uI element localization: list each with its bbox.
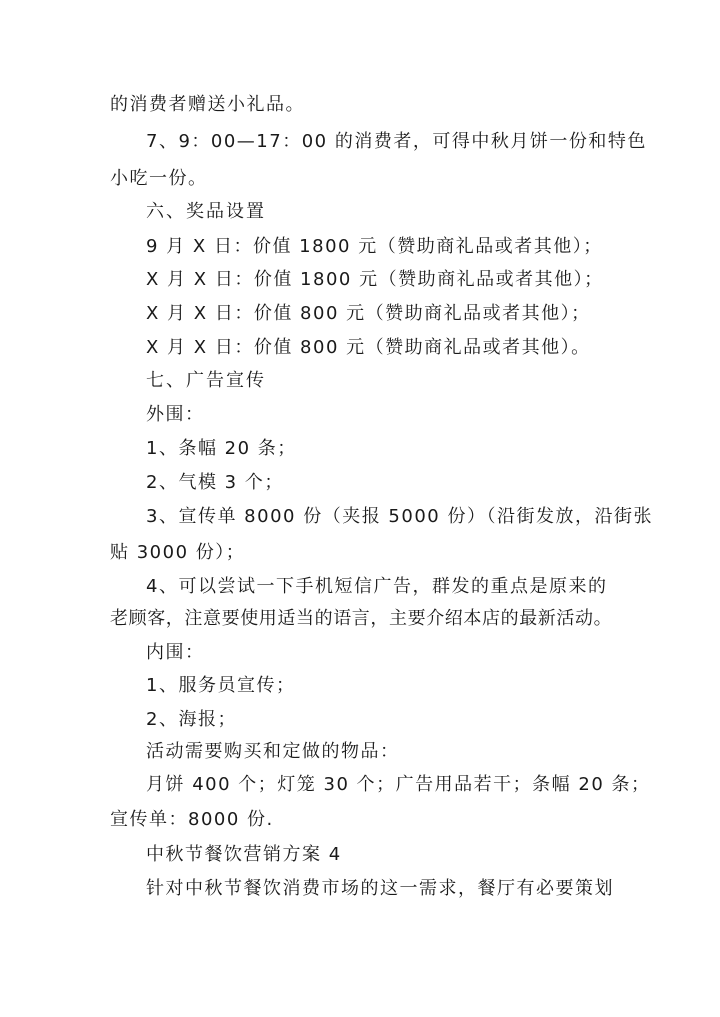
paragraph-line: 2、气模 3 个；: [146, 472, 284, 493]
section-heading: 六、奖品设置: [146, 201, 266, 222]
paragraph-line: 针对中秋节餐饮消费市场的这一需求，餐厅有必要策划: [146, 878, 614, 899]
paragraph-line: 贴 3000 份）；: [110, 542, 246, 563]
paragraph-line: 4、可以尝试一下手机短信广告，群发的重点是原来的: [146, 576, 608, 597]
paragraph-line: 外围：: [146, 404, 205, 425]
paragraph-line: X 月 X 日：价值 1800 元（赞助商礼品或者其他）；: [146, 269, 604, 290]
paragraph-line: 3、宣传单 8000 份（夹报 5000 份）（沿街发放，沿街张: [146, 506, 653, 527]
paragraph-line: 9 月 X 日：价值 1800 元（赞助商礼品或者其他）；: [146, 236, 603, 257]
paragraph-line: 宣传单：8000 份.: [110, 809, 274, 830]
paragraph-line: 的消费者赠送小礼品。: [110, 94, 305, 115]
paragraph-line: 内围：: [146, 642, 205, 663]
paragraph-line: 月饼 400 个；灯笼 30 个；广告用品若干；条幅 20 条；: [146, 774, 651, 795]
paragraph-line: 7、9：00—17：00 的消费者，可得中秋月饼一份和特色: [146, 131, 647, 152]
paragraph-line: X 月 X 日：价值 800 元（赞助商礼品或者其他）；: [146, 303, 591, 324]
paragraph-line: 小吃一份。: [110, 168, 208, 189]
paragraph-line: X 月 X 日：价值 800 元（赞助商礼品或者其他）。: [146, 337, 591, 358]
paragraph-line: 老顾客，注意要使用适当的语言，主要介绍本店的最新活动。: [110, 608, 613, 629]
section-title: 中秋节餐饮营销方案 4: [146, 844, 342, 865]
paragraph-line: 2、海报；: [146, 709, 237, 730]
section-heading: 七、广告宣传: [146, 370, 266, 391]
paragraph-line: 活动需要购买和定做的物品：: [146, 741, 400, 762]
paragraph-line: 1、服务员宣传；: [146, 675, 296, 696]
paragraph-line: 1、条幅 20 条；: [146, 438, 297, 459]
